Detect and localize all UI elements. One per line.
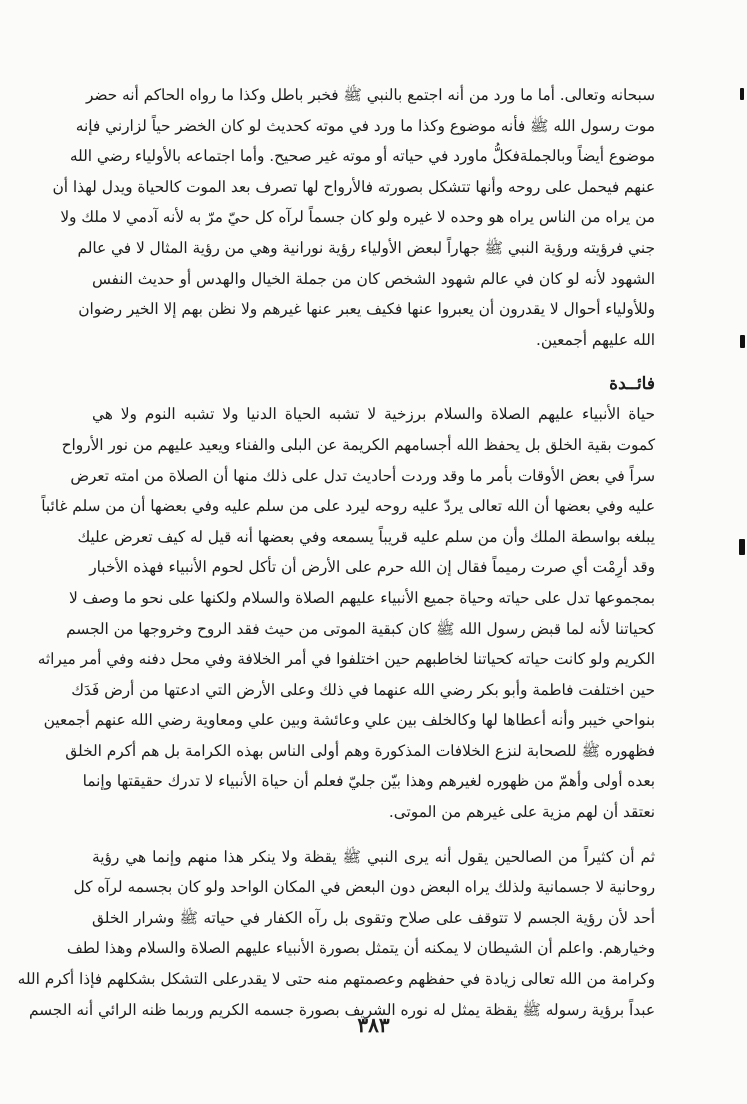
text-line: موضوع أيضاً وبالجملةفكلُّ ماورد في حياته أو موته غير صحيح. وأما اجتماعه بالأولياء رضي الله bbox=[69, 147, 655, 166]
text-line: الشهود لأنه لو كان في عالم شهود الشخص كان من جملة الخيال والهدس أو حديث النفس bbox=[92, 269, 655, 288]
text-line: بعده أولى وأهمّ من ظهوره لغيرهم وهذا بيّن جليّ فعلم أن حياة الأنبياء لا تدرك حقيقتها وإنما bbox=[82, 772, 655, 791]
text-line: روحانية لا جسمانية ولذلك يراه البعض دون البعض في المكان الواحد ولو كان بجسمه لرآه كل bbox=[73, 878, 655, 897]
text-line: نعتقد أن لهم مزية على غيرهم من الموتى. bbox=[388, 803, 655, 822]
text-line: من يراه من الناس يراه هو وحده لا غيره ولو كان جسماً لرآه كل حيّ مرّ به لأنه آدمي لا ملك ولا bbox=[60, 208, 655, 227]
text-line: أحد لأن رؤية الجسم لا تتوقف على صلاح وتقوى بل رآه الكفار في حياته ﷺ وشرار الخلق bbox=[92, 908, 655, 927]
text-line: كموت بقية الخلق بل يحفظ الله أجسامهم الكريمة عن البلى والفناء ويعيد عليهم من نور الأرواح bbox=[61, 435, 655, 454]
page-body bbox=[17, 80, 655, 1025]
scan-mark bbox=[740, 335, 745, 348]
text-line: موت رسول الله ﷺ فأنه موضوع وكذا ما ورد في موته كحديث لو كان الخضر حياً لزارني فإنه bbox=[75, 116, 655, 135]
text-line: ثم أن كثيراً من الصالحين يقول أنه يرى النبي ﷺ يقظة ولا ينكر هذا منهم وإنما هي رؤية bbox=[92, 847, 655, 866]
text-line: حين اختلفت فاطمة وأبو بكر رضي الله عنهما في ذلك وعلى الأرض التي ادعتها من أرض فَدَك bbox=[71, 680, 655, 699]
text-line: عليه وفي بعضها أن الله تعالى يردّ عليه روحه ليرد على من سلم عليه وفي بعضها أن من سلم غائباً bbox=[41, 497, 655, 516]
paragraph-3 bbox=[17, 842, 655, 1026]
text-line: وكرامة من الله تعالى زيادة في حفظهم وعصمتهم منه حتى لا يقدرعلى التشكل بشكلهم فإذا أكرم الله bbox=[17, 970, 655, 989]
scan-mark bbox=[740, 88, 744, 100]
text-line: سراً في بعض الأوقات بأمر ما وقد وردت أحاديث تدل على ذلك منها أن الصلاة من امته تعرض bbox=[70, 466, 655, 485]
text-line: وخيارهم. واعلم أن الشيطان لا يمكنه أن يتمثل بصورة الأنبياء عليهم الصلاة والسلام وهذا لطف bbox=[66, 939, 655, 958]
paragraph-1 bbox=[52, 80, 655, 355]
paragraph-2 bbox=[37, 399, 655, 827]
text-line: وللأولياء أحوال لا يقدرون أن يعبروا عنها فكيف يعبر عنها غيرهم ولا نظن بهم إلا الخير رضوان bbox=[78, 300, 655, 319]
text-line: جني فرؤيته ورؤية النبي ﷺ جهاراً لبعض الأولياء رؤية نورانية وهي من رؤية المثال لا في عالم bbox=[77, 238, 655, 257]
text-line: بنواحي خيبر وأنه أعطاها لها وكالخلف بين علي وعائشة وبين علي ومعاوية رضي الله عنهم أجمعين bbox=[43, 711, 655, 730]
text-line: يبلغه بواسطة الملك وأن من سلم عليه قريباً يسمعه وفي بعضها أنه قيل له كيف تعرض عليك bbox=[77, 527, 655, 546]
text-line: وقد أرِمْت أي صرت رميماً فقال إن الله حرم على الأرض أن تأكل لحوم الأنبياء فهذه الأخبار bbox=[89, 558, 655, 577]
paragraph-gap bbox=[92, 828, 655, 842]
text-line: حياة الأنبياء عليهم الصلاة والسلام برزخية لا تشبه الحياة الدنيا ولا تشبه النوم ولا هي bbox=[92, 405, 655, 424]
page-number: ٣٨٣ bbox=[357, 1013, 390, 1037]
text-line: عنهم فيحمل على روحه وأنها تتشكل بصورته فالأرواح لها تصرف بعد الموت كالحياة ويدل لهذا أن bbox=[52, 177, 655, 196]
text-line: عبداً برؤية رسوله ﷺ يقظة يمثل له نوره الشريف بصورة جسمه الكريم وربما ظنه الرائي أنه الجسم bbox=[28, 1000, 655, 1019]
text-line: بمجموعها تدل على حياته وحياة جميع الأنبياء عليهم الصلاة والسلام ولكنها على نحو ما وصف لا bbox=[68, 588, 655, 607]
text-line: سبحانه وتعالى. أما ما ورد من أنه اجتمع بالنبي ﷺ فخبر باطل وكذا ما رواه الحاكم أنه حضر bbox=[85, 86, 655, 104]
scan-mark bbox=[739, 539, 745, 555]
section-heading: فائــدة bbox=[609, 374, 655, 395]
text-line: الله عليهم أجمعين. bbox=[536, 330, 655, 349]
text-line: كحياتنا لأنه لما قبض رسول الله ﷺ كان كبقية الموتى من حيث فقد الروح وخروجها من الجسم bbox=[66, 619, 655, 638]
text-line: فظهوره ﷺ للصحابة لنزع الخلافات المذكورة وهم أولى الناس بهذه الكرامة بل هم أكرم الخلق bbox=[65, 741, 655, 760]
text-line: الكريم ولو كانت حياته كحياتنا لخاطبهم حين اختلفوا في أمر الخلافة وفي محل دفنه وفي أمر ميراثه bbox=[37, 650, 655, 669]
